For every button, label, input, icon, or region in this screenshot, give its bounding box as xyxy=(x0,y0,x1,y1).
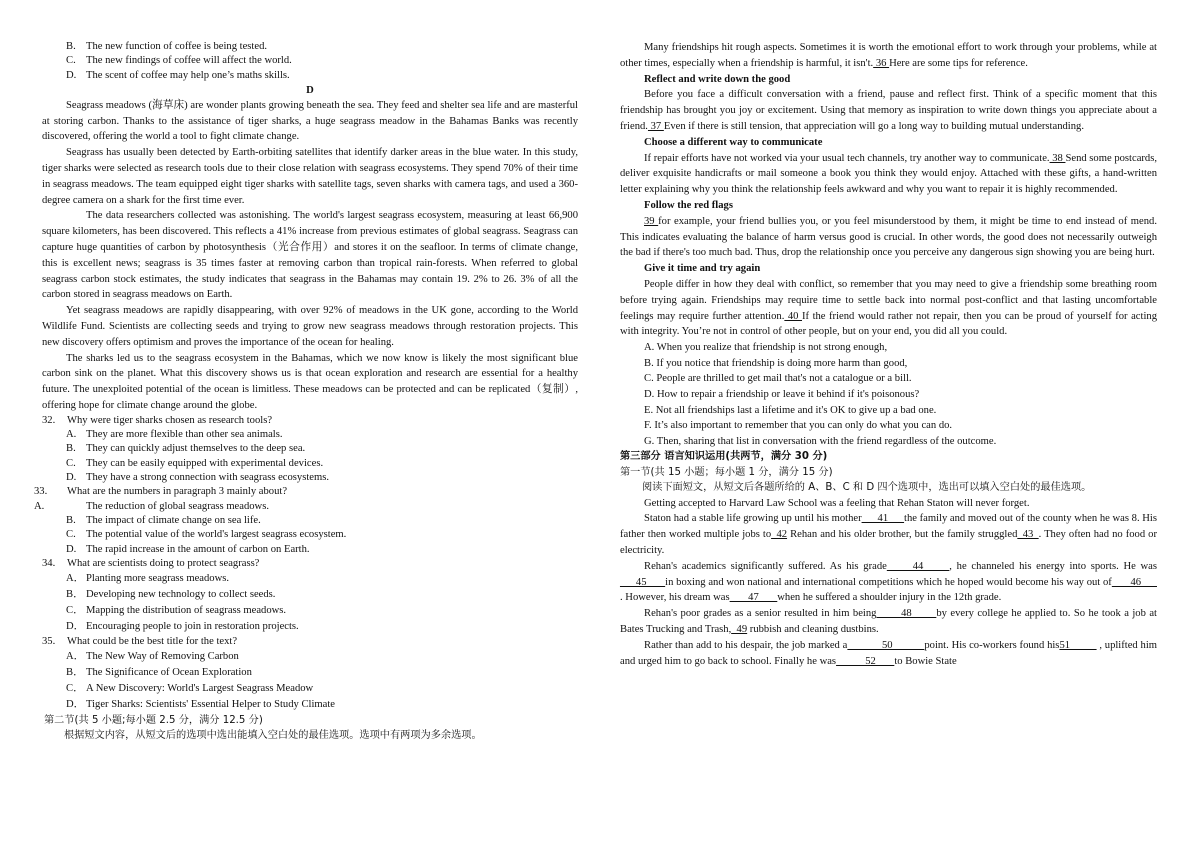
blank-41: ___41___ xyxy=(861,513,904,525)
blank-45: ___45___ xyxy=(620,576,666,588)
blank-40: 40 xyxy=(784,310,802,322)
option: G. Then, sharing that list in conversation with the friend regardless of the outcome. xyxy=(644,435,997,447)
option: A. The reduction of global seagrass meadows. xyxy=(34,500,269,512)
option: D. The rapid increase in the amount of carbon on Earth. xyxy=(66,543,310,555)
blank-46: ___46___ xyxy=(1111,576,1157,588)
option: C. The new findings of coffee will affect the world. xyxy=(66,55,292,67)
option: B. The impact of climate change on sea life. xyxy=(66,514,261,526)
blank-39: 39 xyxy=(644,215,659,227)
section1-title: 第一节(共 15 小题；每小题 1 分，满分 15 分) xyxy=(620,466,833,478)
paragraph: The sharks led us to the seagrass ecosystem in the Bahamas, which we now know is likely the most significant blue carbon sink on the planet. What this discovery shows us is that ocean exploration and research are essential for a healthy future. The unexploited potential of the ocean is limitless. These meadows can be protected and can be replicated（复制）, offering hope for climate change around the globe. xyxy=(42,352,578,412)
option: B． The Significance of Ocean Exploration xyxy=(66,666,252,678)
option: B. If you notice that friendship is doing more harm than good, xyxy=(644,357,908,369)
paragraph: Getting accepted to Harvard Law School was a feeling that Rehan Staton will never forget. xyxy=(644,497,1030,509)
left-column xyxy=(34,40,578,744)
blank-52: _____52___ xyxy=(836,655,895,667)
paragraph: Seagrass meadows (海草床) are wonder plants growing beneath the sea. They feed and shelter sea life and are masterful at storing carbon. Thanks to the assistance of tiger sharks, a huge seagrass meadow in the Bahamas Banks was recently discovered, offering the world a tool to fight climate change. xyxy=(42,99,578,143)
subheading: Give it time and try again xyxy=(644,263,761,275)
prev-question-options xyxy=(42,40,578,83)
blank-48: ____48____ xyxy=(876,608,937,620)
option: A. When you realize that friendship is not strong enough, xyxy=(644,342,888,354)
section1-instructions: 阅读下面短文，从短文后各题所给的 A、B、C 和 D 四个选项中，选出可以填入空白处的最佳选项。 xyxy=(642,481,1092,493)
blank-37: 37 xyxy=(647,120,664,132)
option: A． Planting more seagrass meadows. xyxy=(66,573,229,585)
option: C. The potential value of the world's largest seagrass ecosystem. xyxy=(66,529,347,541)
paragraph: Staton had a stable life growing up until his mother___41___the family and moved out of the county when he was 8. His father then worked multiple jobs to_42 Rehan and his older brother, but the family struggled_43_. They often had no food or electricity. xyxy=(620,513,1158,557)
section2-instructions: 根据短文内容，从短文后的选项中选出能填入空白处的最佳选项。选项中有两项为多余选项。 xyxy=(64,730,482,742)
question: 34. What are scientists doing to protect seagrass? xyxy=(42,557,260,569)
option: B． Developing new technology to collect seeds. xyxy=(66,589,276,600)
option: C. They can be easily equipped with experimental devices. xyxy=(66,457,324,469)
option: C． Mapping the distribution of seagrass meadows. xyxy=(66,604,287,616)
paragraph: Rather than add to his despair, the job marked a ______50______point. His co-workers found his51_____ , uplifted him and urged him to go back to school. Finally he was _____52___ to Bowie State xyxy=(620,639,1158,667)
option: D. How to repair a friendship or leave it behind if it's poisonous? xyxy=(644,388,920,400)
blank-51: 51_____ xyxy=(1059,639,1097,651)
blank-36: 36 xyxy=(873,57,890,69)
right-column xyxy=(620,40,1157,669)
paragraph: The data researchers collected was astonishing. The world's largest seagrass ecosystem, measuring at least 66,900 square kilometers, has been discovered. This reflects a 41% increase from previous estimates of global seagrass. Seagrass can capture huge quantities of carbon by photosynthesis（光合作用）and stores it on the seafloor. In terms of climate change, this is excellent news; seagrass is 35 times faster at removing carbon than tropical rain-forests. When referred to global seagrass carbon stock estimates, the study indicates that seagrass in the Bahamas may contain 19. 2% to 26. 3% of all the carbon stored in seagrass meadows on Earth. xyxy=(42,210,578,301)
option: B. The new function of coffee is being tested. xyxy=(66,41,268,52)
option: C. People are thrilled to get mail that's not a catalogue or a bill. xyxy=(644,373,912,385)
subheading: Choose a different way to communicate xyxy=(644,136,823,148)
question: 35. What could be the best title for the text? xyxy=(42,635,238,647)
option: D. The scent of coffee may help one’s maths skills. xyxy=(66,69,290,81)
option: D． Tiger Sharks: Scientists' Essential Helper to Study Climate xyxy=(66,698,335,710)
section2-title: 第二节(共 5 小题;每小题 2.5 分，满分 12.5 分) xyxy=(44,714,263,726)
option: F. It’s also important to remember that you can only do what you can do. xyxy=(644,420,953,432)
option: E. Not all friendships last a lifetime and it's OK to give up a bad one. xyxy=(644,404,937,416)
paragraph: Many friendships hit rough aspects. Sometimes it is worth the emotional effort to work through your problems, while at other times, especially when a friendship is harmful, it isn't. 36 Here are some tips for reference. xyxy=(620,42,1157,69)
paragraph: Rehan's poor grades as a senior resulted in him being ____48____ by every college he applied to. So he took a job at Bates Trucking and Trash,_49 rubbish and cleaning dustbins. xyxy=(620,608,1157,636)
option: D． Encouraging people to join in restoration projects. xyxy=(66,620,299,632)
blank-47: ___47___ xyxy=(729,592,778,604)
section-heading-d: D xyxy=(306,84,314,96)
subheading: Reflect and write down the good xyxy=(644,73,791,85)
blank-38: 38 xyxy=(1049,152,1066,164)
paragraph: 39 for example, your friend bullies you, or you feel misunderstood by them, it might be time to end instead of mend. This indicates evaluating the balance of harm versus good is crucial. In other words, the good does not necessarily outweigh the bad if there's too much bad. Thus, drop the relationship once you perceive any dangerous sign showing you are being hurt. xyxy=(620,215,1157,259)
blank-44: ____44____ xyxy=(886,560,950,572)
subheading: Follow the red flags xyxy=(644,199,733,211)
paragraph: People differ in how they deal with conflict, so remember that you may need to give a friendship some breathing room before trying again. Friendships may require time to settle back into normal post-conflict and that lasting uncomfortable feelings may require further attention. 40 If the friend would rather not repair, then you can be proud of yourself for acting with integrity. You’re not in control of other people, but on your end, you did all you could. xyxy=(620,278,1157,338)
blank-43: _43_ xyxy=(1017,529,1039,541)
option: D. They have a strong connection with seagrass ecosystems. xyxy=(66,472,329,484)
paragraph: If repair efforts have not worked via your usual tech channels, try another way to communicate. 38 Send some postcards, deliver exquisite handicrafts or mail someone a book you think they would enjoy. Attached with these gifts, a hand-written letter explaining why you think the relationship feels awkward and why you want to repair it is highly recommended. xyxy=(620,152,1157,196)
paragraph: Seagrass has usually been detected by Earth-orbiting satellites that identify darker areas in the blue water. In this study, tiger sharks were selected as research tools due to their close relation with seagrass ecosystems. They spend 70% of their time in seagrass meadows. The team equipped eight tiger sharks with satellite tags, seven sharks with camera tags, and used a 360-degree camera on a shark for the first time ever. xyxy=(42,147,578,206)
option: B. They can quickly adjust themselves to the deep sea. xyxy=(66,443,306,455)
paragraph: Rehan's academics significantly suffered. As his grade ____44____ , he channeled his energy into sports. He was ___45___ in boxing and won national and international competitions which he hoped would become his way out of ___46___ . However, his dream was ___47___ when he suffered a shoulder injury in the 12th grade. xyxy=(620,560,1158,604)
blank-42: _42 xyxy=(771,529,788,541)
option: A． The New Way of Removing Carbon xyxy=(66,651,239,663)
option: A. They are more flexible than other sea animals. xyxy=(66,429,283,441)
blank-50: ______50______ xyxy=(847,639,925,651)
question: 32. Why were tiger sharks chosen as research tools? xyxy=(42,414,273,426)
blank-49: _49 xyxy=(731,624,748,636)
paragraph: Yet seagrass meadows are rapidly disappearing, with over 92% of meadows in the UK gone, according to the World Wildlife Fund. Scientists are collecting seeds and trying to grow new seagrass meadows through restoration projects. This new discovery offers optimism and proves the importance of the ocean for healing. xyxy=(42,305,578,348)
paragraph: Before you face a difficult conversation with a friend, pause and reflect first. Think of a specific moment that this friendship has brought you joy or excitement. Using that memory as inspiration to write down things you appreciate about a friend. 37 Even if there is still tension, that appreciation will go a long way to building mutual understanding. xyxy=(620,89,1157,132)
option: C． A New Discovery: World's Largest Seagrass Meadow xyxy=(66,682,314,694)
part3-title: 第三部分 语言知识运用(共两节，满分 30 分) xyxy=(620,451,828,463)
questions xyxy=(34,414,578,713)
question: 33. What are the numbers in paragraph 3 mainly about? xyxy=(34,486,288,498)
